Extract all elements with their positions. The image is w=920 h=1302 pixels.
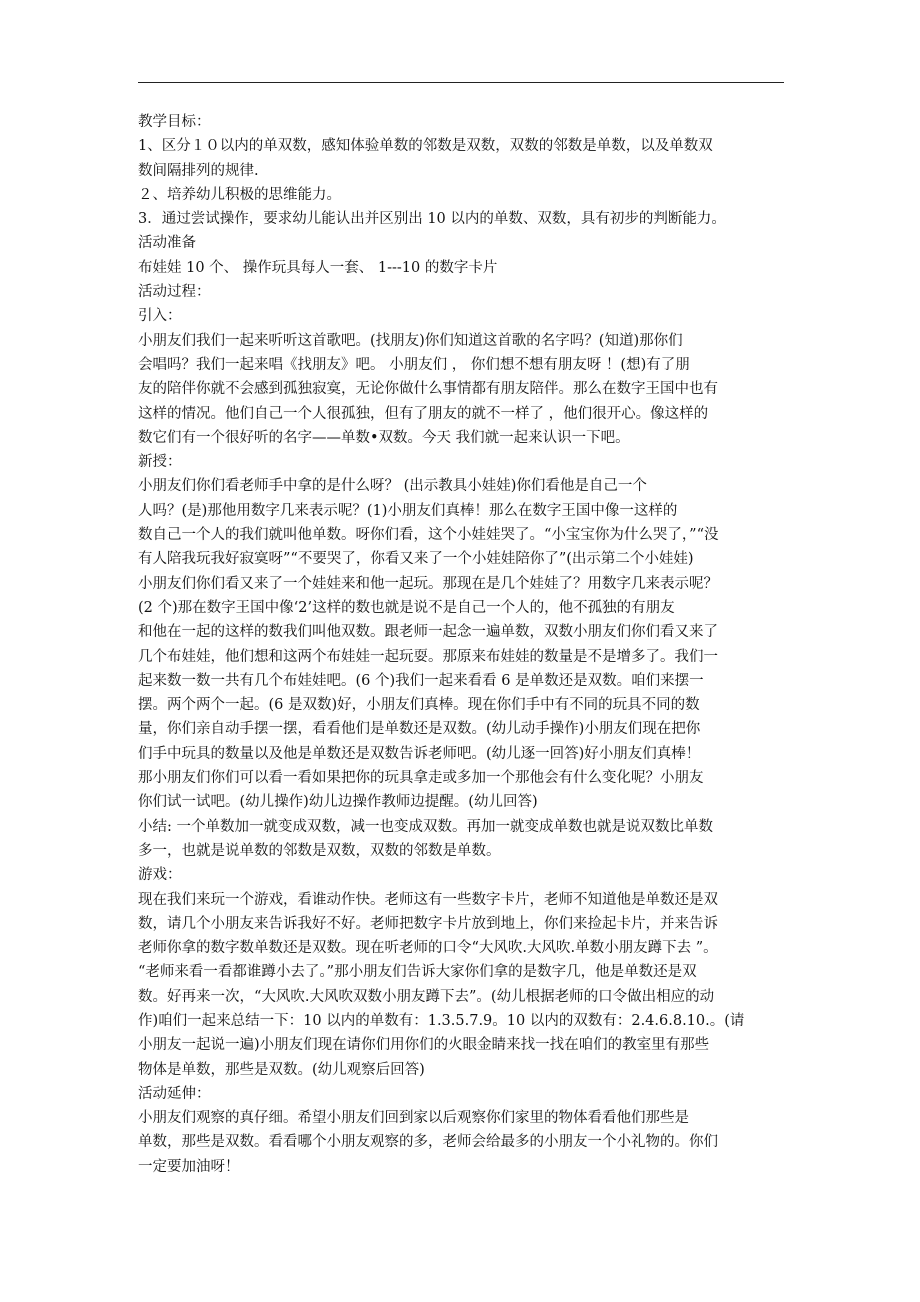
text-line: 数间隔排列的规律.	[138, 162, 259, 179]
text-line: 布娃娃 10 个、 操作玩具每人一套、 1---10 的数字卡片	[138, 259, 498, 276]
text-line: (2 个)那在数字王国中像‘2’这样的数也就是说不是自己一个人的，他不孤独的有朋友	[138, 599, 675, 616]
text-line: 小朋友们你们看又来了一个娃娃来和他一起玩。那现在是几个娃娃了？用数字几来表示呢？	[138, 575, 718, 592]
text-line: 几个布娃娃，他们想和这两个布娃娃一起玩耍。那原来布娃娃的数量是不是增多了。我们一	[138, 648, 718, 665]
text-line: 3．通过尝试操作，要求幼儿能认出并区别出 10 以内的单数、双数，具有初步的判断能力。	[138, 211, 726, 228]
text-line: 教学目标：	[138, 114, 211, 130]
text-line: 友的陪伴你就不会感到孤独寂寞，无论你做什么事情都有朋友陪伴。那么在数字王国中也有	[138, 381, 718, 398]
text-line: 现在我们来玩一个游戏，看谁动作快。老师这有一些数字卡片，老师不知道他是单数还是双	[138, 891, 718, 908]
text-line: 量，你们亲自动手摆一摆，看看他们是单数还是双数。(幼儿动手操作)小朋友们现在把你	[138, 721, 701, 738]
text-line: 小朋友们观察的真仔细。希望小朋友们回到家以后观察你们家里的物体看看他们那些是	[138, 1110, 689, 1127]
text-line: 多一，也就是说单数的邻数是双数，双数的邻数是单数。	[138, 842, 501, 859]
text-line: 作)咱们一起来总结一下：10 以内的单数有：1.3.5.7.9。10 以内的双数有：2.4.6.8.10.。(请	[138, 1012, 745, 1029]
text-line: 活动延伸：	[138, 1085, 211, 1102]
text-line: 活动准备	[138, 235, 196, 252]
text-line: 会唱吗？我们一起来唱《找朋友》吧。 小朋友们 ， 你们想不想有朋友呀 ！(想)有了朋	[138, 356, 690, 373]
text-line: 数自己一个人的我们就叫他单数。呀你们看，这个小娃娃哭了。“小宝宝你为什么哭了，”“没	[138, 527, 719, 544]
text-line: 小朋友一起说一遍)小朋友们现在请你们用你们的火眼金睛来找一找在咱们的教室里有那些	[138, 1037, 710, 1054]
text-line: 们手中玩具的数量以及他是单数还是双数告诉老师吧。(幼儿逐一回答)好小朋友们真棒！	[138, 745, 701, 762]
text-line: 你们试一试吧。(幼儿操作)幼儿边操作教师边提醒。(幼儿回答)	[138, 794, 538, 811]
text-line: 那小朋友们你们可以看一看如果把你的玩具拿走或多加一个那他会有什么变化呢？小朋友	[138, 770, 704, 787]
text-line: 数它们有一个很好听的名字——单数•双数。今天 我们就一起来认识一下吧。	[138, 429, 630, 446]
text-line: 小朋友们你们看老师手中拿的是什么呀？ (出示教具小娃娃)你们看他是自己一个	[138, 478, 647, 495]
text-line: 老师你拿的数字数单数还是双数。现在听老师的口令“大风吹.大风吹.单数小朋友蹲下去 ”。	[138, 940, 718, 957]
text-line: 游戏：	[138, 867, 182, 884]
header-rule	[138, 82, 784, 83]
text-line: 新授：	[138, 454, 182, 471]
text-line: 物体是单数，那些是双数。(幼儿观察后回答)	[138, 1061, 425, 1078]
text-line: 小结: 一个单数加一就变成双数，减一也变成双数。再加一就变成单数也就是说双数比单数	[138, 818, 713, 835]
text-line: 一定要加油呀！	[138, 1158, 240, 1175]
text-line: 活动过程：	[138, 284, 211, 301]
text-line: 这样的情况。他们自己一个人很孤独，但有了朋友的就不一样了 ，他们很开心。像这样的	[138, 405, 709, 422]
text-line: ２、培养幼儿积极的思维能力。	[138, 186, 341, 203]
text-line: 数，请几个小朋友来告诉我好不好。老师把数字卡片放到地上，你们来捡起卡片，并来告诉	[138, 915, 718, 932]
text-line: 人吗？(是)那他用数字几来表示呢？(1)小朋友们真棒！那么在数字王国中像一这样的	[138, 502, 678, 519]
text-line: 小朋友们我们一起来听听这首歌吧。(找朋友)你们知道这首歌的名字吗？(知道)那你们	[138, 332, 683, 349]
text-line: 起来数一数一共有几个布娃娃吧。(6 个)我们一起来看看 6 是单数还是双数。咱们来摆一	[138, 672, 704, 689]
text-line: “老师来看一看都谁蹲小去了。”那小朋友们告诉大家你们拿的是数字几，他是单数还是双	[138, 964, 697, 981]
text-line: 摆。两个两个一起。(6 是双数)好，小朋友们真棒。现在你们手中有不同的玩具不同的数	[138, 697, 700, 714]
text-line: 引入：	[138, 308, 182, 325]
text-line: 和他在一起的这样的数我们叫他双数。跟老师一起念一遍单数，双数小朋友们你们看又来了	[138, 624, 718, 641]
text-line: 数。好再来一次，“大风吹.大风吹双数小朋友蹲下去”。(幼儿根据老师的口令做出相应的动	[138, 988, 715, 1005]
document-body	[138, 110, 786, 1179]
text-line: 单数，那些是双数。看看哪个小朋友观察的多，老师会给最多的小朋友一个小礼物的。你们	[138, 1134, 718, 1151]
text-line: 1、区分１０以内的单双数，感知体验单数的邻数是双数，双数的邻数是单数，以及单数双	[138, 138, 713, 155]
text-line: 有人陪我玩我好寂寞呀”“不要哭了，你看又来了一个小娃娃陪你了”(出示第二个小娃娃)	[138, 551, 694, 568]
